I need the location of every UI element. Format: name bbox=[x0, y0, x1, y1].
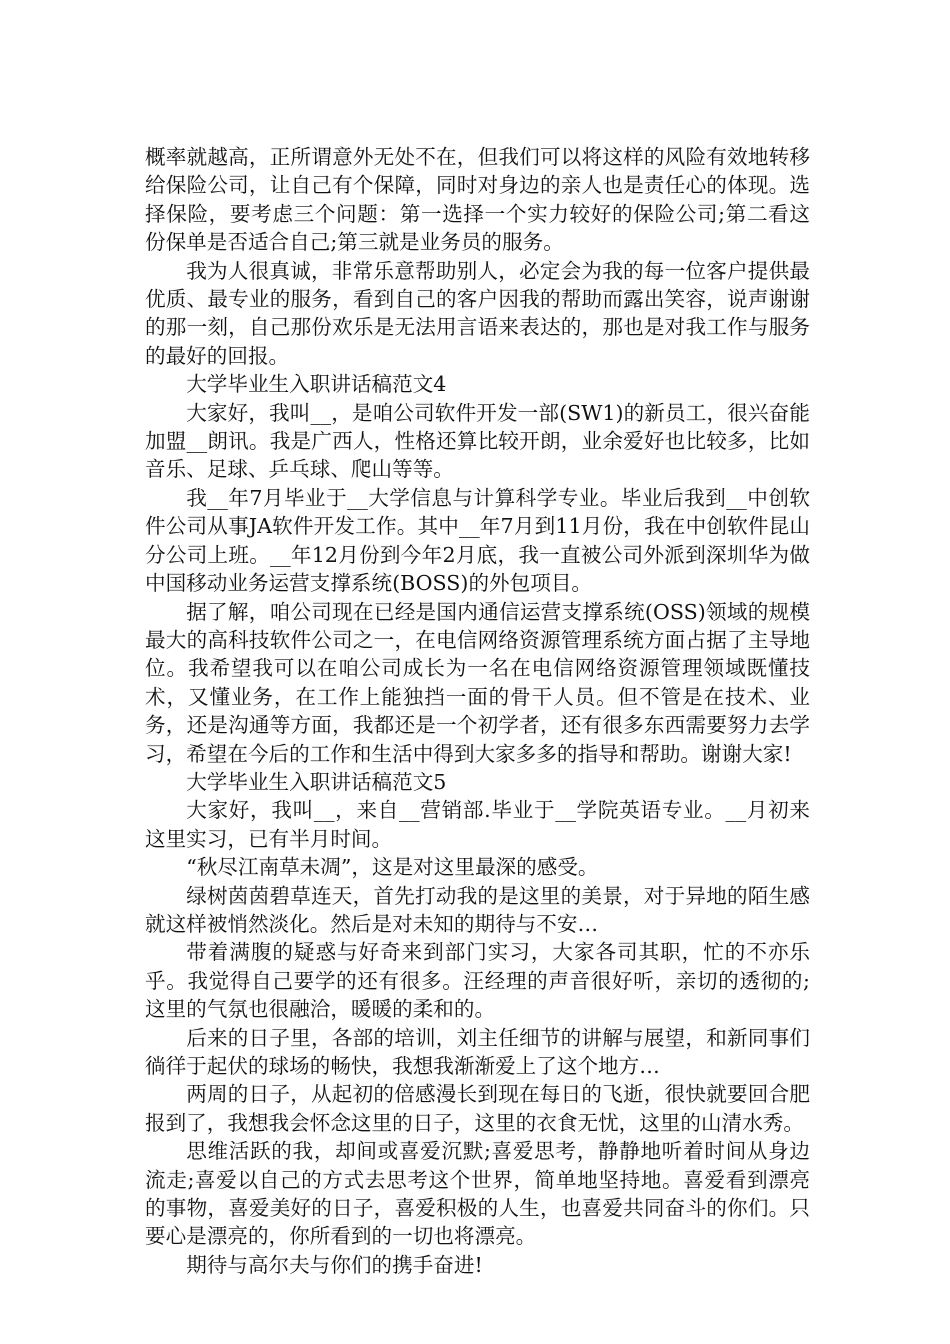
paragraph-closing: 期待与高尔夫与你们的携手奋进! bbox=[186, 1252, 483, 1277]
section-heading-4: 大学毕业生入职讲话稿范文4 bbox=[186, 372, 447, 397]
paragraph-self-intro-5: 大家好，我叫__，来自__营销部.毕业于__学院英语专业。__月初来这里实习，已有半月时间。 bbox=[145, 798, 810, 851]
paragraph-service-promise: 我为人很真诚，非常乐意帮助别人，必定会为我的每一位客户提供最优质、最专业的服务，看到自己的客户因我的帮助而露出笑容，说声谢谢的那一刻，自己那份欢乐是无法用言语来表达的，那也是对我工作与服务的最好的回报。 bbox=[145, 258, 810, 368]
paragraph-two-weeks: 两周的日子，从起初的倍感漫长到现在每日的飞逝，很快就要回合肥报到了，我想我会怀念这里的日子，这里的衣食无忧，这里的山清水秀。 bbox=[145, 1082, 810, 1135]
paragraph-insurance-continued: 概率就越高，正所谓意外无处不在，但我们可以将这样的风险有效地转移给保险公司，让自己有个保障，同时对身边的亲人也是责任心的体现。选择保险，要考虑三个问题：第一选择一个实力较好的保险公司;第二看这份保单是否适合自己;第三就是业务员的服务。 bbox=[145, 145, 810, 255]
paragraph-quote: “秋尽江南草未凋”，这是对这里最深的感受。 bbox=[186, 855, 599, 880]
paragraph-internship: 带着满腹的疑惑与好奇来到部门实习，大家各司其职，忙的不亦乐乎。我觉得自己要学的还有很多。汪经理的声音很好听，亲切的透彻的;这里的气氛也很融洽，暖暖的柔和的。 bbox=[145, 940, 810, 1022]
paragraph-scenery: 绿树茵茵碧草连天，首先打动我的是这里的美景，对于异地的陌生感就这样被悄然淡化。然后是对未知的期待与不安… bbox=[145, 883, 810, 936]
section-heading-5: 大学毕业生入职讲话稿范文5 bbox=[186, 769, 447, 794]
paragraph-work-history: 我__年7月毕业于__大学信息与计算科学专业。毕业后我到__中创软件公司从事JA软件开发工作。其中__年7月到11月份，我在中创软件昆山分公司上班。__年12月份到今年2月底，我一直被公司外派到深圳华为做中国移动业务运营支撑系统(BOSS)的外包项目。 bbox=[145, 485, 810, 596]
paragraph-self-intro-4: 大家好，我叫__，是咱公司软件开发一部(SW1)的新员工，很兴奋能加盟__朗讯。我是广西人，性格还算比较开朗，业余爱好也比较多，比如音乐、足球、乒乓球、爬山等等。 bbox=[145, 400, 810, 482]
document-body bbox=[145, 143, 810, 1279]
paragraph-company-outlook: 据了解，咱公司现在已经是国内通信运营支撑系统(OSS)领域的规模最大的高科技软件公司之一，在电信网络资源管理系统方面占据了主导地位。我希望我可以在咱公司成长为一名在电信网络资源管理领域既懂技术，又懂业务，在工作上能独挡一面的骨干人员。但不管是在技术、业务，还是沟通等方面，我都还是一个初学者，还有很多东西需要努力去学习，希望在今后的工作和生活中得到大家多多的指导和帮助。谢谢大家! bbox=[145, 599, 810, 766]
paragraph-personality: 思维活跃的我，却间或喜爱沉默;喜爱思考，静静地听着时间从身边流走;喜爱以自己的方式去思考这个世界，简单地坚持地。喜爱看到漂亮的事物，喜爱美好的日子，喜爱积极的人生，也喜爱共同奋斗的你们。只要心是漂亮的，你所看到的一切也将漂亮。 bbox=[145, 1139, 810, 1249]
paragraph-training: 后来的日子里，各部的培训，刘主任细节的讲解与展望，和新同事们徜徉于起伏的球场的畅快，我想我渐渐爱上了这个地方… bbox=[145, 1025, 810, 1078]
